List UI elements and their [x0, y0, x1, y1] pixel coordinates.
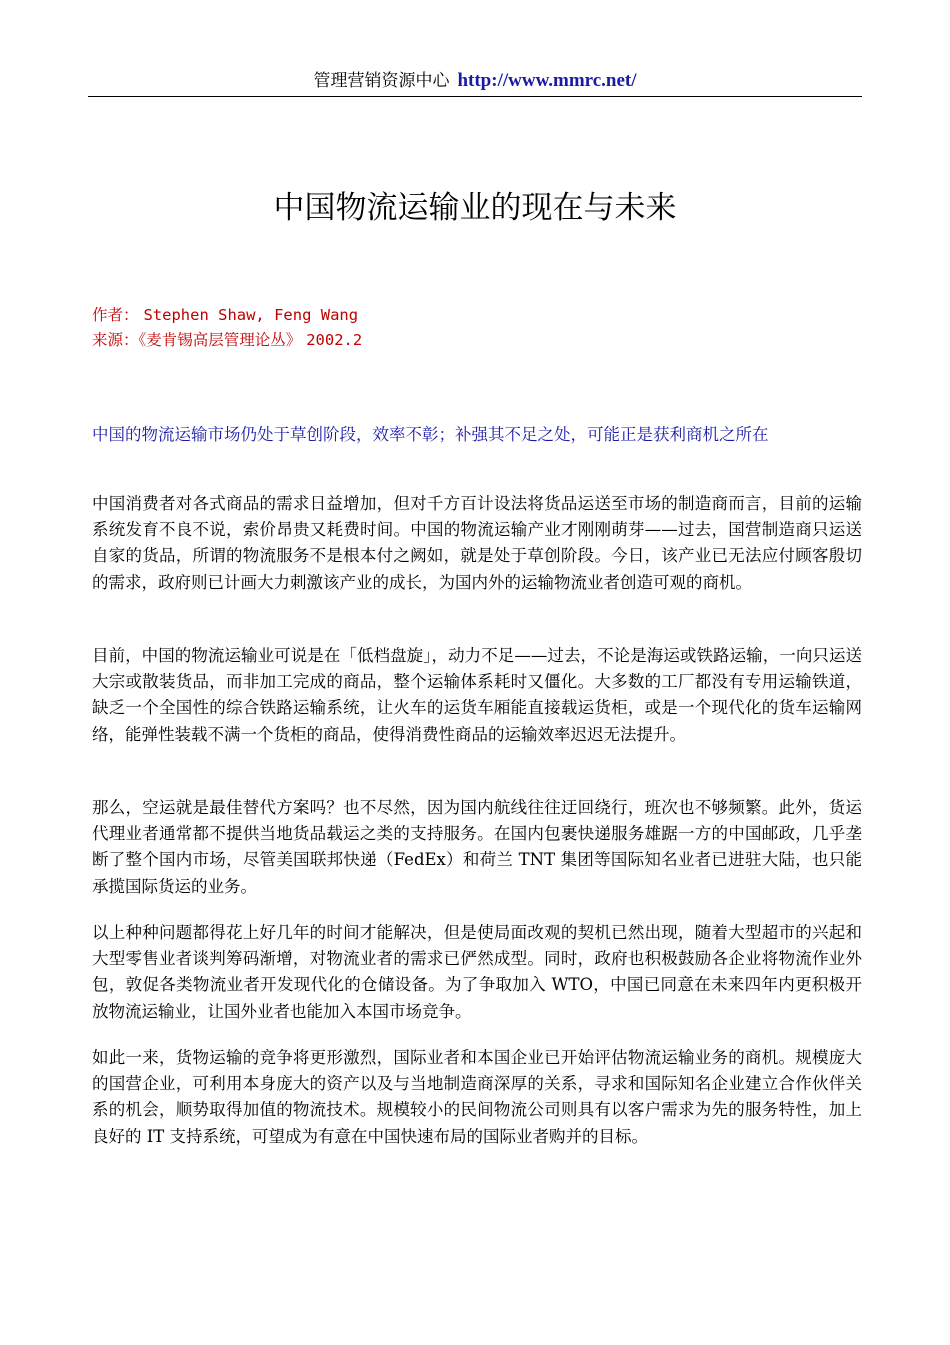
- site-name: 管理营销资源中心: [313, 71, 450, 91]
- article-meta: [92, 303, 792, 353]
- author-line: [92, 303, 792, 328]
- source-label: 来源：: [92, 331, 139, 349]
- source-line: [92, 328, 792, 353]
- author-value: Stephen Shaw, Feng Wang: [143, 306, 359, 324]
- source-value: 《麦肯锡高层管理论丛》: [138, 331, 302, 349]
- site-url-link[interactable]: http://www.mmrc.net/: [457, 70, 637, 91]
- page-header: [88, 66, 862, 96]
- body-paragraph: 如此一来，货物运输的竞争将更形激烈，国际业者和本国企业已开始评估物流运输业务的商机。规模庞大的国营企业，可利用本身庞大的资产以及与当地制造商深厚的关系，寻求和国际知名企业建立合作伙伴关系的机会，顺势取得加值的物流技术。规模较小的民间物流公司则具有以客户需求为先的服务特性，加上良好的 IT 支持系统，可望成为有意在中国快速布局的国际业者购并的目标。: [92, 1048, 862, 1146]
- body-paragraph: 那么，空运就是最佳替代方案吗？也不尽然，因为国内航线往往迂回绕行，班次也不够频繁。此外，货运代理业者通常都不提供当地货品载运之类的支持服务。在国内包裹快递服务雄踞一方的中国邮政，几乎垄断了整个国内市场，尽管美国联邦快递（FedEx）和荷兰 TNT 集团等国际知名业者已进驻大陆，也只能承揽国际货运的业务。: [92, 798, 862, 896]
- article-subtitle: 中国的物流运输市场仍处于草创阶段，效率不彰；补强其不足之处，可能正是获利商机之所在: [92, 425, 769, 444]
- source-date: 2002.2: [306, 331, 363, 349]
- body-paragraph: 目前，中国的物流运输业可说是在「低档盘旋」，动力不足——过去，不论是海运或铁路运输，一向只运送大宗或散装货品，而非加工完成的商品，整个运输体系耗时又僵化。大多数的工厂都没有专用运输铁道，缺乏一个全国性的综合铁路运输系统，让火车的运货车厢能直接载运货柜，或是一个现代化的货车运输网络，能弹性装载不满一个货柜的商品，使得消费性商品的运输效率迟迟无法提升。: [92, 646, 862, 744]
- body-paragraph: 中国消费者对各式商品的需求日益增加，但对千方百计设法将货品运送至市场的制造商而言，目前的运输系统发育不良不说，索价昂贵又耗费时间。中国的物流运输产业才刚刚萌芽——过去，国营制造商只运送自家的货品，所谓的物流服务不是根本付之阙如，就是处于草创阶段。今日，该产业已无法应付顾客殷切的需求，政府则已计画大力刺激该产业的成长，为国内外的运输物流业者创造可观的商机。: [92, 494, 862, 592]
- article-title: 中国物流运输业的现在与未来: [273, 190, 677, 226]
- header-divider: [88, 96, 862, 97]
- body-paragraph: 以上种种问题都得花上好几年的时间才能解决，但是使局面改观的契机已然出现，随着大型超市的兴起和大型零售业者谈判筹码渐增，对物流业者的需求已俨然成型。同时，政府也积极鼓励各企业将物流作业外包，敦促各类物流业者开发现代化的仓储设备。为了争取加入 WTO，中国已同意在未来四年内更积极开放物流运输业，让国外业者也能加入本国市场竞争。: [92, 923, 862, 1021]
- author-label: 作者：: [92, 306, 139, 324]
